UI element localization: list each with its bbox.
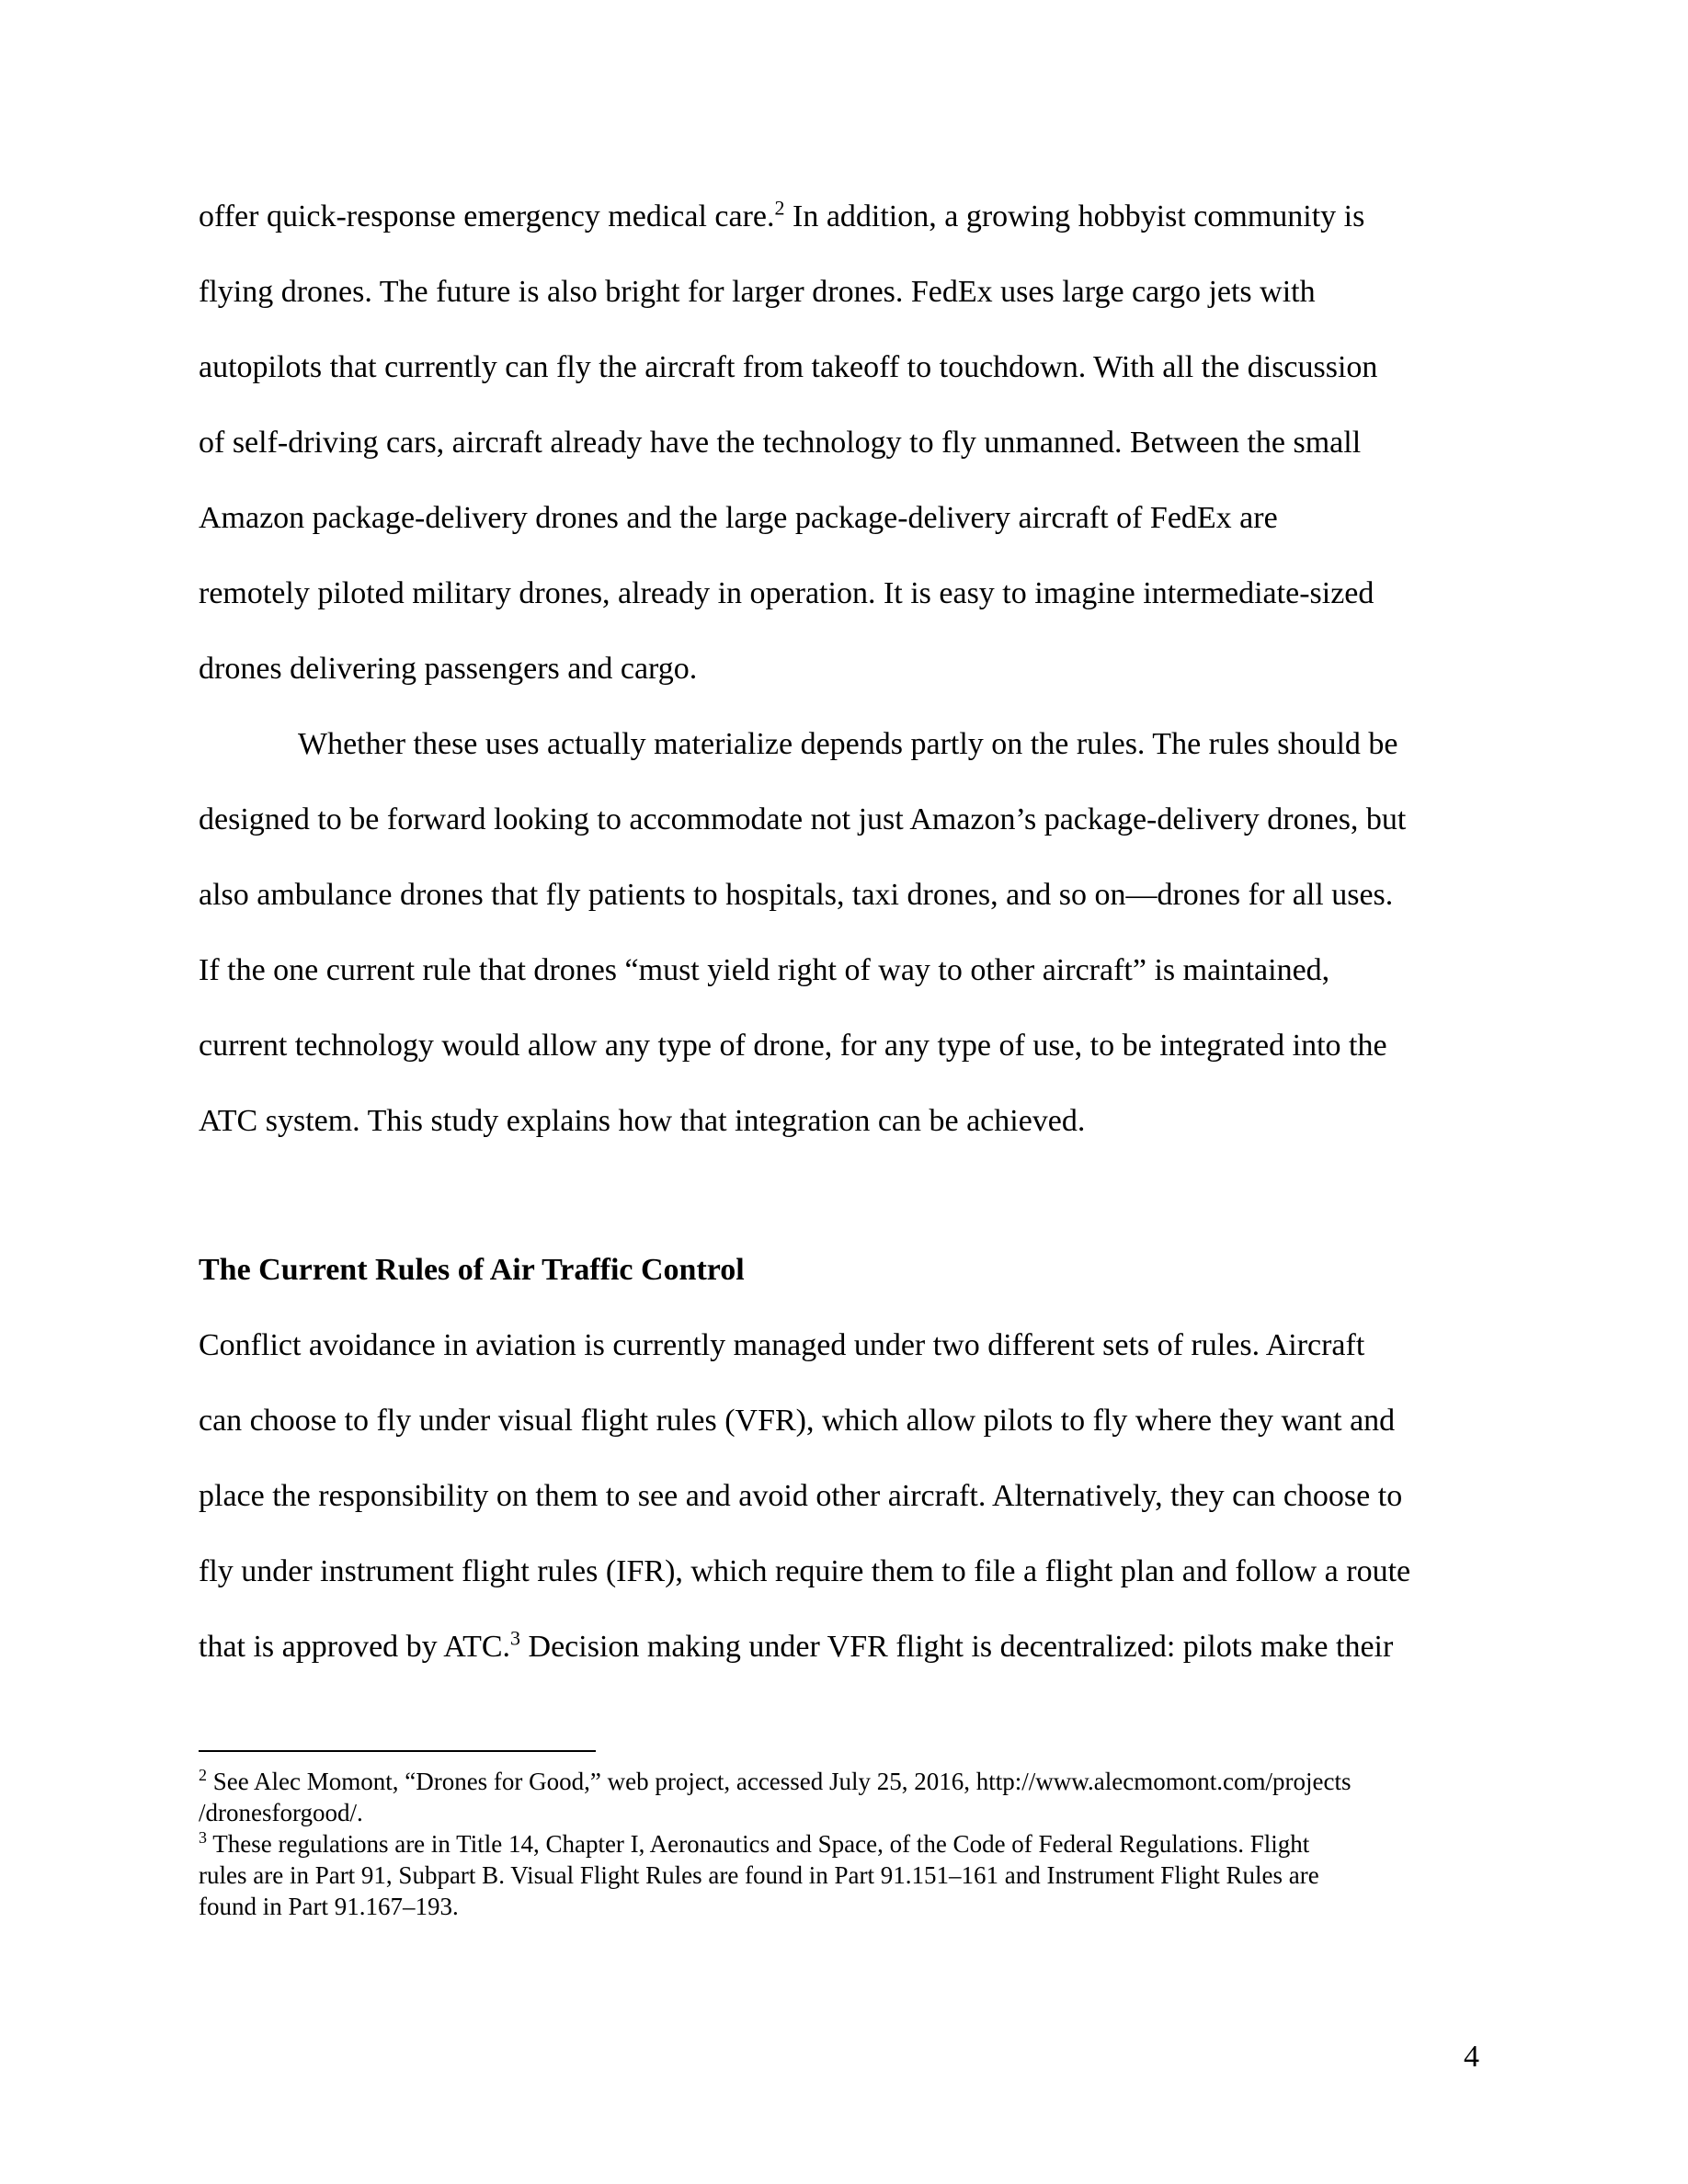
footnote-marker: 3 (199, 1828, 207, 1847)
footnote-text: These regulations are in Title 14, Chapter I, Aeronautics and Space, of the Code of Federal Regulations. Flight (212, 1830, 1310, 1858)
paragraph-2-line-4: If the one current rule that drones “must yield right of way to other aircraft” is maintained, (199, 953, 1330, 987)
paragraph-1-line-7: drones delivering passengers and cargo. (199, 652, 698, 686)
paragraph-2-line-3: also ambulance drones that fly patients to hospitals, taxi drones, and so on—drones for all uses. (199, 878, 1394, 912)
paragraph-2-line-1: Whether these uses actually materialize depends partly on the rules. The rules should be (298, 727, 1398, 761)
text-run: Decision making under VFR flight is decentralized: pilots make their (520, 1630, 1394, 1664)
section-heading: The Current Rules of Air Traffic Control (199, 1253, 745, 1287)
paragraph-3-line-1: Conflict avoidance in aviation is currently managed under two different sets of rules. Aircraft (199, 1328, 1365, 1362)
text-run: offer quick-response emergency medical care. (199, 199, 775, 233)
paragraph-1-line-3: autopilots that currently can fly the aircraft from takeoff to touchdown. With all the discussion (199, 350, 1378, 384)
paragraph-1-line-4: of self-driving cars, aircraft already have the technology to fly unmanned. Between the small (199, 426, 1362, 460)
paragraph-2-line-5: current technology would allow any type of drone, for any type of use, to be integrated into the (199, 1029, 1387, 1063)
footnote-ref-3[interactable]: 3 (510, 1626, 521, 1650)
footnote-marker: 2 (199, 1766, 207, 1784)
text-run: that is approved by ATC. (199, 1630, 511, 1664)
paragraph-2-line-6: ATC system. This study explains how that integration can be achieved. (199, 1104, 1086, 1138)
paragraph-1-line-2: flying drones. The future is also bright for larger drones. FedEx uses large cargo jets with (199, 275, 1316, 309)
paragraph-3-line-4: fly under instrument flight rules (IFR), which require them to file a flight plan and follow a route (199, 1554, 1411, 1588)
footnote-3-line-1 (199, 1829, 1309, 1859)
footnote-3-line-3: found in Part 91.167–193. (199, 1893, 459, 1920)
paragraph-3-line-5 (199, 1626, 1394, 1666)
footnote-2-line-2: /dronesforgood/. (199, 1799, 363, 1826)
page-number: 4 (1464, 2040, 1479, 2074)
footnote-ref-2[interactable]: 2 (774, 196, 785, 220)
paragraph-3-line-2: can choose to fly under visual flight rules (VFR), which allow pilots to fly where they want and (199, 1404, 1396, 1438)
paragraph-3-line-3: place the responsibility on them to see and avoid other aircraft. Alternatively, they can choose to (199, 1479, 1403, 1513)
paragraph-1-line-5: Amazon package-delivery drones and the large package-delivery aircraft of FedEx are (199, 501, 1278, 535)
footnote-3-line-2: rules are in Part 91, Subpart B. Visual Flight Rules are found in Part 91.151–161 and Instrument Flight Rules are (199, 1861, 1319, 1889)
footnote-separator (199, 1750, 596, 1752)
footnote-2-line-1 (199, 1767, 1351, 1796)
paragraph-1-line-1 (199, 196, 1365, 235)
paragraph-1-line-6: remotely piloted military drones, already in operation. It is easy to imagine intermediate-sized (199, 576, 1374, 610)
text-run: In addition, a growing hobbyist community is (784, 199, 1365, 233)
paragraph-2-line-2: designed to be forward looking to accommodate not just Amazon’s package-delivery drones, but (199, 802, 1407, 836)
footnote-text: See Alec Momont, “Drones for Good,” web project, accessed July 25, 2016, http://www.alecmomont.com/projects (212, 1768, 1352, 1795)
